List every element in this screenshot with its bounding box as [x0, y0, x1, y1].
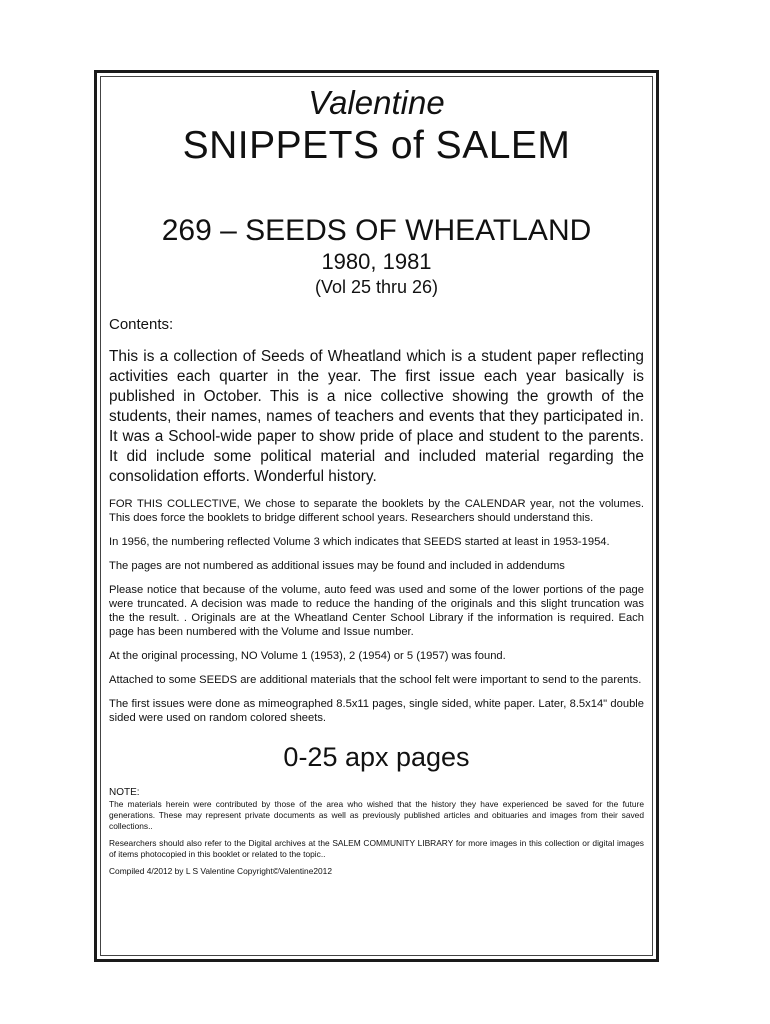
document-content	[109, 83, 644, 877]
pages-paragraph: The pages are not numbered as additional issues may be found and included in addendums	[109, 560, 565, 572]
collection-heading: 269 – SEEDS OF WHEATLAND	[161, 214, 592, 247]
collective-paragraph: FOR THIS COLLECTIVE, We chose to separate the booklets by the CALENDAR year, not the volumes. This does force the booklets to bridge different school years. Researchers should understand this.	[109, 498, 644, 524]
compiled-line: Compiled 4/2012 by L S Valentine Copyright©Valentine2012	[109, 866, 332, 876]
attached-paragraph: Attached to some SEEDS are additional materials that the school felt were important to send to the parents.	[109, 674, 642, 686]
note-label: NOTE:	[109, 787, 140, 798]
collection-years: 1980, 1981	[321, 249, 432, 274]
numbering-paragraph: In 1956, the numbering reflected Volume 3 which indicates that SEEDS started at least in 1953-1954.	[109, 536, 610, 548]
page-count: 0-25 apx pages	[283, 742, 470, 772]
intro-paragraph: This is a collection of Seeds of Wheatland which is a student paper reflecting activities each quarter in the year. The first issue each year basically is published in October. This is a nice collective showing the growth of the students, their names, names of teachers and events that they participated in. It was a School-wide paper to show pride of place and student to the parents. It did include some political material and included material regarding the consolidation efforts. Wonderful history.	[109, 348, 644, 485]
notice-paragraph: Please notice that because of the volume, auto feed was used and some of the lower portions of the page were truncated. A decision was made to reduce the handing of the originals and this slight truncation was the the result. . Originals are at the Wheatland Center School Library if the information is required. Each page has been numbered with the Volume and Issue number.	[109, 584, 644, 638]
note-materials: The materials herein were contributed by those of the area who wished that the history they have experienced be saved for the future generations. These may represent private documents as well as previously published articles and obituaries and images from their saved collections..	[109, 799, 644, 831]
series-title: SNIPPETS of SALEM	[182, 124, 571, 167]
document-border	[94, 70, 659, 962]
issues-paragraph: The first issues were done as mimeographed 8.5x11 pages, single sided, white paper. Later, 8.5x14" double sided were used on random colored sheets.	[109, 698, 644, 724]
contents-label: Contents:	[109, 316, 174, 333]
note-researchers: Researchers should also refer to the Digital archives at the SALEM COMMUNITY LIBRARY for more images in this collection or digital images of items photocopied in this booklet or related to the topic..	[109, 838, 644, 859]
author-title: Valentine	[308, 84, 445, 121]
collection-volumes: (Vol 25 thru 26)	[314, 277, 439, 297]
processing-paragraph: At the original processing, NO Volume 1 (1953), 2 (1954) or 5 (1957) was found.	[109, 650, 506, 662]
